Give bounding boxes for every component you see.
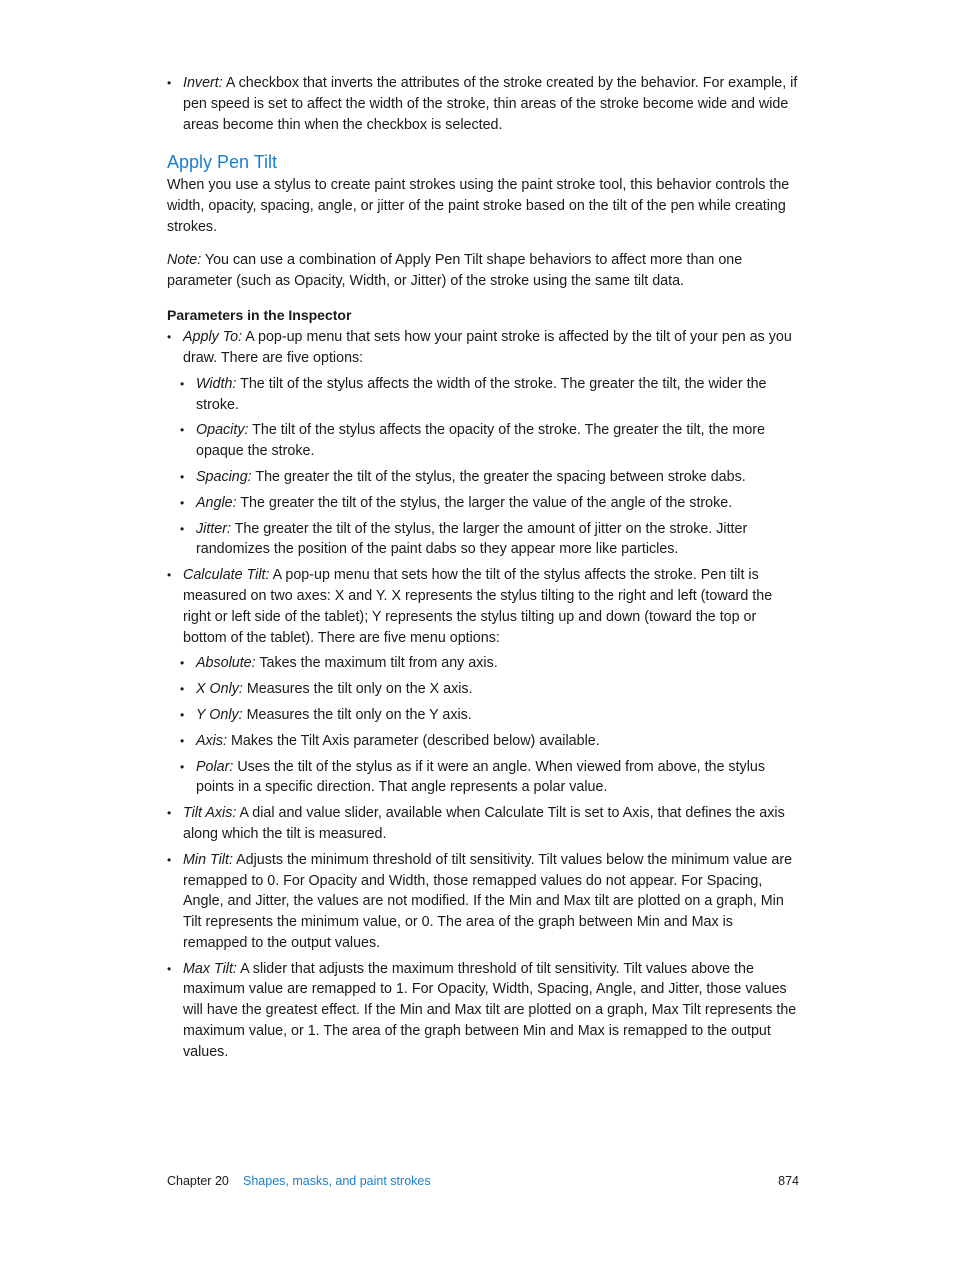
desc-max-tilt: A slider that adjusts the maximum threshold of tilt sensitivity. Tilt values above the maximum value are remapped to 1. For Opacity, Width, Spacing, Angle, and Jitter, those values will have the greatest effect. If the Min and Max tilt are plotted on a graph, Max Tilt represents the maximum value, or 1. The area of the graph between Min and Max is remapped to the output values. <box>183 960 797 1060</box>
desc-y-only: Measures the tilt only on the Y axis. <box>242 706 472 723</box>
footer-page-number: 874 <box>778 1174 799 1188</box>
subheading-parameters: Parameters in the Inspector <box>167 307 352 324</box>
term-jitter: Jitter: <box>196 520 231 537</box>
term-angle: Angle: <box>196 494 237 511</box>
footer-chapter-title-link[interactable]: Shapes, masks, and paint strokes <box>243 1174 431 1188</box>
term-max-tilt: Max Tilt: <box>183 960 237 977</box>
section-intro: When you use a stylus to create paint strokes using the paint stroke tool, this behavior controls the width, opacity, spacing, angle, or jitter of the paint stroke based on the tilt of the pen while creating strokes. <box>167 177 790 235</box>
term-apply-to: Apply To: <box>183 329 243 346</box>
desc-opacity: The tilt of the stylus affects the opacity of the stroke. The greater the tilt, the more opaque the stroke. <box>196 422 765 460</box>
sub-item-angle <box>180 493 799 514</box>
list-item-tilt-axis <box>167 803 799 845</box>
section-title: Apply Pen Tilt <box>167 152 278 173</box>
term-spacing: Spacing: <box>196 468 252 485</box>
list-item-min-tilt <box>167 850 799 954</box>
desc-apply-to: A pop-up menu that sets how your paint stroke is affected by the tilt of your pen as you draw. There are five options: <box>183 329 792 366</box>
sub-item-y-only <box>180 705 799 726</box>
desc-x-only: Measures the tilt only on the X axis. <box>242 681 473 698</box>
note-text: You can use a combination of Apply Pen Tilt shape behaviors to affect more than one parameter (such as Opacity, Width, or Jitter) of the stroke using the same tilt data. <box>167 251 743 289</box>
term-calculate-tilt: Calculate Tilt: <box>183 567 270 584</box>
sub-item-width <box>180 374 799 416</box>
desc-min-tilt: Adjusts the minimum threshold of tilt sensitivity. Tilt values below the minimum value are remapped to 0. For Opacity and Width, those remapped values do not appear. For Spacing, Angle, and Jitter, the values are not modified. If the Min and Max tilt are plotted on a graph, Min Tilt represents the minimum value, or 0. The area of the graph between Min and Max is remapped to the output values. <box>183 851 793 951</box>
term-width: Width: <box>196 375 237 392</box>
sub-item-absolute <box>180 653 799 674</box>
sub-item-polar <box>180 757 799 799</box>
desc-tilt-axis: A dial and value slider, available when Calculate Tilt is set to Axis, that defines the axis along which the tilt is measured. <box>183 805 785 842</box>
sub-item-axis <box>180 731 799 752</box>
term-axis: Axis: <box>196 732 227 749</box>
desc-angle: The greater the tilt of the stylus, the larger the value of the angle of the stroke. <box>236 494 733 511</box>
term-tilt-axis: Tilt Axis: <box>183 805 237 822</box>
desc-calculate-tilt: A pop-up menu that sets how the tilt of the stylus affects the stroke. Pen tilt is measured on two axes: X and Y. X represents the stylus tilting to the right and left (toward the right or left side of the tablet); Y represents the stylus tilting up and down (toward the top or bottom of the tablet). There are five menu options: <box>183 567 773 646</box>
desc-polar: Uses the tilt of the stylus as if it were an angle. When viewed from above, the stylus points in a specific direction. That angle represents a polar value. <box>196 758 765 796</box>
desc-invert: A checkbox that inverts the attributes of the stroke created by the behavior. For example, if pen speed is set to affect the width of the stroke, thin areas of the stroke become wide and wide areas become thin when the checkbox is selected. <box>183 75 798 133</box>
term-y-only: Y Only: <box>196 706 243 723</box>
list-item-calculate-tilt <box>167 565 799 648</box>
sub-item-spacing <box>180 467 799 488</box>
term-opacity: Opacity: <box>196 422 249 439</box>
note-paragraph <box>167 250 799 292</box>
footer-chapter: Chapter 20 <box>167 1174 229 1188</box>
list-item-apply-to <box>167 327 799 369</box>
page-content <box>167 73 799 1068</box>
sub-item-x-only <box>180 679 799 700</box>
term-min-tilt: Min Tilt: <box>183 851 233 868</box>
desc-absolute: Takes the maximum tilt from any axis. <box>255 655 498 672</box>
list-item-max-tilt <box>167 959 799 1063</box>
term-absolute: Absolute: <box>196 655 256 672</box>
desc-jitter: The greater the tilt of the stylus, the larger the amount of jitter on the stroke. Jitter randomizes the position of the paint dabs so they appear more like particles. <box>196 520 748 558</box>
term-x-only: X Only: <box>196 681 243 698</box>
desc-spacing: The greater the tilt of the stylus, the greater the spacing between stroke dabs. <box>251 468 746 485</box>
list-item-invert <box>167 73 799 135</box>
desc-width: The tilt of the stylus affects the width of the stroke. The greater the tilt, the wider the stroke. <box>196 375 767 413</box>
desc-axis: Makes the Tilt Axis parameter (described below) available. <box>226 732 600 749</box>
term-invert: Invert: <box>183 75 223 91</box>
sub-item-opacity <box>180 420 799 462</box>
term-polar: Polar: <box>196 758 234 775</box>
note-label: Note: <box>167 251 202 268</box>
sub-item-jitter <box>180 519 799 561</box>
